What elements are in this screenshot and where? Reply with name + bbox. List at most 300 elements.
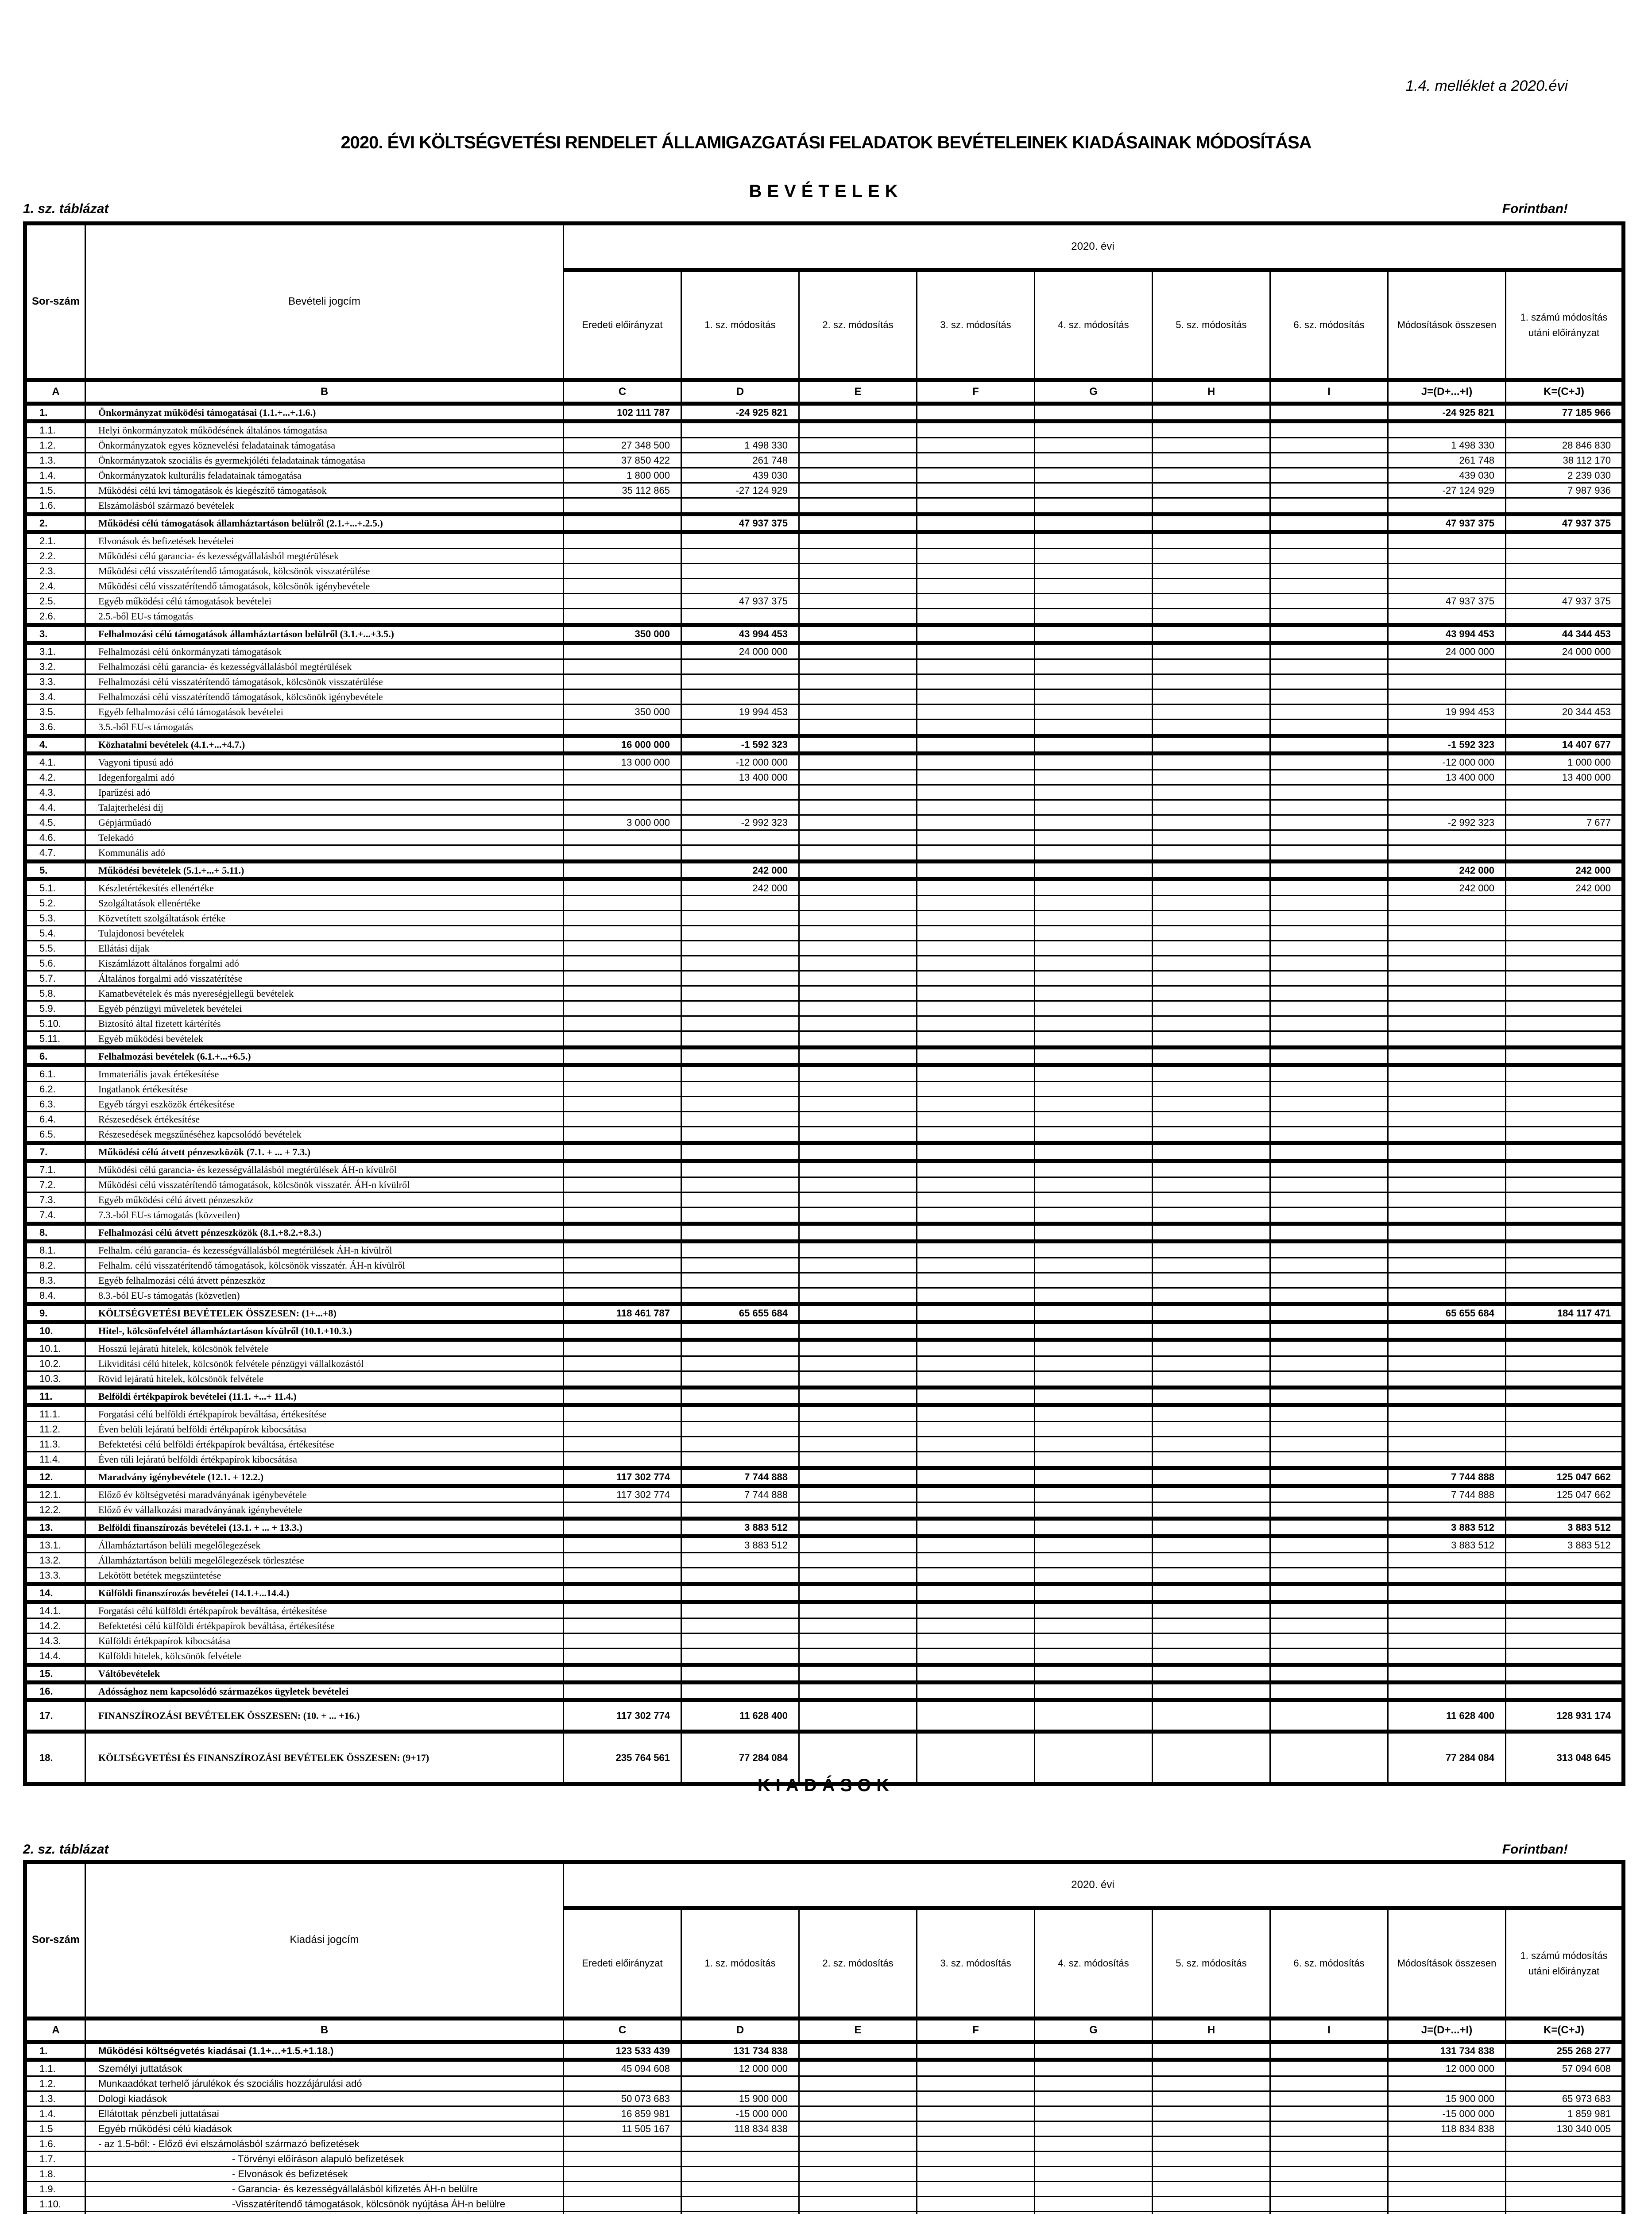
cell-mod-total <box>1388 785 1506 800</box>
cell-mod-f <box>917 1452 1035 1468</box>
cell-mod-f <box>917 2212 1035 2214</box>
row-number: 11.1. <box>25 1405 85 1422</box>
table-row <box>25 770 1624 785</box>
cell-mod-e <box>799 1602 917 1618</box>
cell-mod-i <box>1270 1177 1388 1192</box>
row-number: 1. <box>25 2042 85 2060</box>
cell-mod-total <box>1388 986 1506 1001</box>
cell-mod-f <box>917 1082 1035 1097</box>
cell-mod-h <box>1153 1388 1270 1405</box>
cell-original <box>564 1388 681 1405</box>
cell-final <box>1506 579 1624 594</box>
cell-mod-f <box>917 785 1035 800</box>
cell-final <box>1506 1242 1624 1258</box>
cell-mod-i <box>1270 845 1388 862</box>
cell-mod-i <box>1270 1001 1388 1016</box>
cell-mod-i <box>1270 1356 1388 1371</box>
row-number: 5.2. <box>25 896 85 911</box>
cell-original: 16 859 981 <box>564 2106 681 2121</box>
row-title: Forgatási célú belföldi értékpapírok beváltása, értékesítése <box>85 1405 564 1422</box>
cell-mod-f <box>917 1437 1035 1452</box>
cell-mod-total <box>1388 1082 1506 1097</box>
cell-mod-h <box>1153 2106 1270 2121</box>
row-number: 13.1. <box>25 1537 85 1553</box>
column-letter: B <box>85 2019 564 2042</box>
cell-final <box>1506 1388 1624 1405</box>
cell-mod-e <box>799 1537 917 1553</box>
cell-mod-e <box>799 1224 917 1242</box>
cell-mod-g <box>1035 625 1153 643</box>
cell-mod-e <box>799 971 917 986</box>
cell-mod-i <box>1270 1322 1388 1340</box>
cell-mod-i <box>1270 2137 1388 2152</box>
row-title: Kamatbevételek és más nyereségjellegű bevételek <box>85 986 564 1001</box>
row-title: Befektetési célú belföldi értékpapírok beváltása, értékesítése <box>85 1437 564 1452</box>
cell-mod-i <box>1270 896 1388 911</box>
cell-mod-1 <box>681 2197 799 2212</box>
cell-mod-1 <box>681 1618 799 1633</box>
row-number: 4.1. <box>25 754 85 770</box>
cell-mod-1: -2 992 323 <box>681 815 799 830</box>
cell-mod-f <box>917 483 1035 498</box>
cell-final <box>1506 1649 1624 1665</box>
row-title: Működési célú visszatérítendő támogatások, kölcsönök visszatérülése <box>85 564 564 579</box>
cell-original <box>564 1258 681 1273</box>
cell-original <box>564 785 681 800</box>
revenues-unit-label: Forintban! <box>1502 201 1568 216</box>
row-title: Biztosító által fizetett kártérítés <box>85 1016 564 1031</box>
cell-mod-e <box>799 404 917 422</box>
cell-final <box>1506 1273 1624 1288</box>
cell-mod-f <box>917 1422 1035 1437</box>
table-row <box>25 2106 1624 2121</box>
cell-mod-e <box>799 1097 917 1112</box>
cell-mod-h <box>1153 1322 1270 1340</box>
cell-mod-h <box>1153 532 1270 549</box>
row-title: Egyéb működési célú átvett pénzeszköz <box>85 1192 564 1208</box>
cell-mod-g <box>1035 926 1153 941</box>
cell-mod-1 <box>681 1388 799 1405</box>
column-letter: I <box>1270 380 1388 404</box>
cell-mod-total: 11 628 400 <box>1388 1700 1506 1732</box>
table-row <box>25 1273 1624 1288</box>
cell-mod-1 <box>681 896 799 911</box>
table-row <box>25 1177 1624 1192</box>
cell-mod-i <box>1270 1568 1388 1584</box>
row-title: Rövid lejáratú hitelek, kölcsönök felvétele <box>85 1371 564 1388</box>
cell-mod-g <box>1035 498 1153 515</box>
cell-mod-e <box>799 453 917 468</box>
cell-mod-e <box>799 941 917 956</box>
row-number: 2.5. <box>25 594 85 609</box>
cell-mod-g <box>1035 1356 1153 1371</box>
row-number: 18. <box>25 1732 85 1784</box>
row-title: Belföldi finanszírozás bevételei (13.1. + ... + 13.3.) <box>85 1519 564 1537</box>
cell-mod-g <box>1035 579 1153 594</box>
column-letter: G <box>1035 2019 1153 2042</box>
cell-mod-1 <box>681 1048 799 1065</box>
cell-mod-h <box>1153 1371 1270 1388</box>
col-i: 6. sz. módosítás <box>1270 270 1388 380</box>
cell-final <box>1506 1127 1624 1143</box>
cell-mod-h <box>1153 1633 1270 1649</box>
table-row <box>25 1437 1624 1452</box>
cell-mod-g <box>1035 1288 1153 1304</box>
cell-original <box>564 1340 681 1356</box>
table-row <box>25 1016 1624 1031</box>
cell-original <box>564 1618 681 1633</box>
cell-mod-1 <box>681 1649 799 1665</box>
row-number: 1.6. <box>25 498 85 515</box>
row-title: Egyéb pénzügyi műveletek bevételei <box>85 1001 564 1016</box>
cell-final <box>1506 2182 1624 2197</box>
table-row <box>25 659 1624 674</box>
row-number: 8.1. <box>25 1242 85 1258</box>
cell-mod-total: 13 400 000 <box>1388 770 1506 785</box>
row-title: KÖLTSÉGVETÉSI ÉS FINANSZÍROZÁSI BEVÉTELEK ÖSSZESEN: (9+17) <box>85 1732 564 1784</box>
cell-mod-g <box>1035 2197 1153 2212</box>
table-row <box>25 1304 1624 1322</box>
cell-final <box>1506 1208 1624 1224</box>
cell-original: 37 850 422 <box>564 453 681 468</box>
cell-mod-g <box>1035 911 1153 926</box>
cell-mod-h <box>1153 468 1270 483</box>
cell-original <box>564 1665 681 1683</box>
cell-mod-h <box>1153 2060 1270 2076</box>
cell-final <box>1506 1683 1624 1700</box>
cell-mod-i <box>1270 2091 1388 2106</box>
row-title: Belföldi értékpapírok bevételei (11.1. +...+ 11.4.) <box>85 1388 564 1405</box>
cell-mod-i <box>1270 564 1388 579</box>
col-g: 4. sz. módosítás <box>1035 270 1153 380</box>
cell-mod-1 <box>681 1633 799 1649</box>
cell-mod-1 <box>681 2212 799 2214</box>
row-title: Adóssághoz nem kapcsolódó származékos ügyletek bevételei <box>85 1683 564 1700</box>
cell-mod-e <box>799 1700 917 1732</box>
cell-mod-i <box>1270 1208 1388 1224</box>
table-row <box>25 468 1624 483</box>
cell-final <box>1506 1016 1624 1031</box>
cell-mod-f <box>917 1112 1035 1127</box>
cell-mod-i <box>1270 468 1388 483</box>
cell-mod-i <box>1270 1258 1388 1273</box>
cell-mod-total <box>1388 1048 1506 1065</box>
cell-mod-1 <box>681 532 799 549</box>
cell-final: 130 340 005 <box>1506 2121 1624 2137</box>
cell-mod-h <box>1153 1356 1270 1371</box>
cell-original <box>564 1161 681 1177</box>
cell-mod-g <box>1035 2212 1153 2214</box>
row-title: Készletértékesítés ellenértéke <box>85 879 564 896</box>
cell-mod-total <box>1388 956 1506 971</box>
cell-mod-i <box>1270 625 1388 643</box>
cell-mod-e <box>799 1486 917 1502</box>
cell-mod-g <box>1035 1082 1153 1097</box>
cell-mod-f <box>917 1405 1035 1422</box>
cell-mod-f <box>917 770 1035 785</box>
cell-mod-h <box>1153 564 1270 579</box>
cell-mod-e <box>799 1304 917 1322</box>
cell-mod-total: 7 744 888 <box>1388 1486 1506 1502</box>
cell-mod-1 <box>681 845 799 862</box>
cell-final: 242 000 <box>1506 862 1624 879</box>
cell-mod-e <box>799 896 917 911</box>
table-row <box>25 1192 1624 1208</box>
cell-mod-1 <box>681 1356 799 1371</box>
cell-mod-h <box>1153 1082 1270 1097</box>
cell-original <box>564 956 681 971</box>
cell-mod-1 <box>681 1340 799 1356</box>
row-number: 5.10. <box>25 1016 85 1031</box>
cell-mod-g <box>1035 815 1153 830</box>
col-k: 1. számú módosítás utáni előirányzat <box>1506 270 1624 380</box>
cell-mod-f <box>917 1048 1035 1065</box>
cell-mod-h <box>1153 453 1270 468</box>
cell-mod-h <box>1153 1001 1270 1016</box>
cell-mod-f <box>917 896 1035 911</box>
cell-mod-f <box>917 1161 1035 1177</box>
cell-original <box>564 1537 681 1553</box>
cell-mod-e <box>799 1649 917 1665</box>
cell-mod-total <box>1388 2076 1506 2091</box>
cell-mod-total <box>1388 1422 1506 1437</box>
cell-mod-h <box>1153 2137 1270 2152</box>
cell-mod-e <box>799 2042 917 2060</box>
row-title: Személyi juttatások <box>85 2060 564 2076</box>
cell-original <box>564 422 681 438</box>
cell-mod-i <box>1270 2042 1388 2060</box>
cell-mod-g <box>1035 2182 1153 2197</box>
row-number: 7.4. <box>25 1208 85 1224</box>
cell-mod-g <box>1035 1422 1153 1437</box>
cell-mod-e <box>799 422 917 438</box>
cell-mod-1 <box>681 1405 799 1422</box>
cell-mod-e <box>799 2060 917 2076</box>
column-letter: E <box>799 380 917 404</box>
cell-mod-1: 11 628 400 <box>681 1700 799 1732</box>
cell-mod-g <box>1035 1001 1153 1016</box>
cell-mod-g <box>1035 800 1153 815</box>
cell-final <box>1506 800 1624 815</box>
table-row <box>25 1633 1624 1649</box>
cell-mod-f <box>917 2091 1035 2106</box>
revenues-table-label: 1. sz. táblázat <box>23 201 109 216</box>
cell-mod-e <box>799 483 917 498</box>
cell-mod-g <box>1035 971 1153 986</box>
cell-final <box>1506 564 1624 579</box>
cell-original <box>564 1502 681 1519</box>
cell-mod-total: 439 030 <box>1388 468 1506 483</box>
cell-final <box>1506 1568 1624 1584</box>
cell-mod-1 <box>681 1683 799 1700</box>
cell-mod-h <box>1153 1340 1270 1356</box>
cell-original <box>564 1112 681 1127</box>
cell-original: 117 302 774 <box>564 1700 681 1732</box>
row-title: Egyéb működési célú támogatások bevételei <box>85 594 564 609</box>
row-number: 11. <box>25 1388 85 1405</box>
cell-mod-g <box>1035 1633 1153 1649</box>
table-row <box>25 594 1624 609</box>
cell-final <box>1506 1177 1624 1192</box>
cell-mod-g <box>1035 1127 1153 1143</box>
cell-mod-i <box>1270 1537 1388 1553</box>
cell-mod-e <box>799 2197 917 2212</box>
row-number: 1.6. <box>25 2137 85 2152</box>
cell-mod-i <box>1270 1700 1388 1732</box>
col-jogcim: Kiadási jogcím <box>85 1862 564 2019</box>
row-number: 3. <box>25 625 85 643</box>
row-title: Helyi önkormányzatok működésének általános támogatása <box>85 422 564 438</box>
cell-mod-f <box>917 1340 1035 1356</box>
cell-mod-h <box>1153 594 1270 609</box>
cell-mod-total <box>1388 1356 1506 1371</box>
cell-mod-i <box>1270 1127 1388 1143</box>
cell-mod-e <box>799 736 917 754</box>
cell-mod-f <box>917 564 1035 579</box>
cell-mod-total: -12 000 000 <box>1388 754 1506 770</box>
cell-mod-g <box>1035 643 1153 659</box>
cell-mod-g <box>1035 1097 1153 1112</box>
cell-mod-e <box>799 1208 917 1224</box>
cell-mod-i <box>1270 1288 1388 1304</box>
table-row <box>25 1001 1624 1016</box>
cell-mod-total <box>1388 1192 1506 1208</box>
cell-final <box>1506 785 1624 800</box>
cell-mod-total <box>1388 1273 1506 1288</box>
cell-mod-h <box>1153 2121 1270 2137</box>
cell-mod-g <box>1035 879 1153 896</box>
row-number: 1.2. <box>25 438 85 453</box>
cell-mod-i <box>1270 453 1388 468</box>
cell-mod-i <box>1270 674 1388 689</box>
col-e: 2. sz. módosítás <box>799 270 917 380</box>
cell-mod-h <box>1153 971 1270 986</box>
cell-mod-total: 77 284 084 <box>1388 1732 1506 1784</box>
row-number: 6. <box>25 1048 85 1065</box>
cell-original: 102 111 787 <box>564 404 681 422</box>
cell-original <box>564 1356 681 1371</box>
cell-mod-i <box>1270 971 1388 986</box>
cell-original: 16 000 000 <box>564 736 681 754</box>
cell-mod-total <box>1388 532 1506 549</box>
cell-mod-i <box>1270 532 1388 549</box>
row-number: 14.3. <box>25 1633 85 1649</box>
cell-mod-i <box>1270 2212 1388 2214</box>
cell-final <box>1506 1112 1624 1127</box>
cell-mod-g <box>1035 1665 1153 1683</box>
row-title: Részesedések értékesítése <box>85 1112 564 1127</box>
cell-mod-i <box>1270 1405 1388 1422</box>
table-row <box>25 1422 1624 1437</box>
cell-mod-h <box>1153 1258 1270 1273</box>
row-number: 4.4. <box>25 800 85 815</box>
cell-mod-1: 3 883 512 <box>681 1537 799 1553</box>
cell-mod-e <box>799 1048 917 1065</box>
cell-mod-g <box>1035 1065 1153 1082</box>
table-row <box>25 2152 1624 2167</box>
cell-final <box>1506 1048 1624 1065</box>
cell-mod-total <box>1388 1127 1506 1143</box>
cell-mod-1 <box>681 2152 799 2167</box>
cell-mod-1 <box>681 1371 799 1388</box>
cell-mod-i <box>1270 404 1388 422</box>
col-year: 2020. évi <box>564 1862 1624 1908</box>
cell-mod-1: 15 900 000 <box>681 2091 799 2106</box>
cell-mod-total <box>1388 609 1506 625</box>
row-number: 1.7. <box>25 2152 85 2167</box>
cell-mod-total: 47 937 375 <box>1388 594 1506 609</box>
cell-mod-h <box>1153 1584 1270 1602</box>
cell-mod-g <box>1035 1502 1153 1519</box>
cell-mod-total <box>1388 830 1506 845</box>
cell-mod-g <box>1035 2137 1153 2152</box>
cell-mod-i <box>1270 2197 1388 2212</box>
row-title: - az 1.5-ből: - Előző évi elszámolásból származó befizetések <box>85 2137 564 2152</box>
cell-mod-1 <box>681 911 799 926</box>
table-row <box>25 1127 1624 1143</box>
table-row <box>25 422 1624 438</box>
cell-final <box>1506 956 1624 971</box>
cell-mod-i <box>1270 1452 1388 1468</box>
cell-mod-g <box>1035 1602 1153 1618</box>
cell-mod-1 <box>681 1177 799 1192</box>
cell-final: 77 185 966 <box>1506 404 1624 422</box>
table-row <box>25 404 1624 422</box>
cell-mod-f <box>917 1177 1035 1192</box>
cell-mod-g <box>1035 845 1153 862</box>
cell-mod-1: 7 744 888 <box>681 1486 799 1502</box>
row-title: FINANSZÍROZÁSI BEVÉTELEK ÖSSZESEN: (10. + ... +16.) <box>85 1700 564 1732</box>
row-number: 3.3. <box>25 674 85 689</box>
row-number: 8. <box>25 1224 85 1242</box>
cell-mod-h <box>1153 625 1270 643</box>
row-title: Felhalmozási bevételek (6.1.+...+6.5.) <box>85 1048 564 1065</box>
cell-original <box>564 770 681 785</box>
cell-final <box>1506 2212 1624 2214</box>
cell-mod-h <box>1153 404 1270 422</box>
cell-mod-g <box>1035 438 1153 453</box>
cell-mod-total: -27 124 929 <box>1388 483 1506 498</box>
cell-mod-h <box>1153 862 1270 879</box>
cell-mod-e <box>799 659 917 674</box>
row-number: 6.5. <box>25 1127 85 1143</box>
cell-original <box>564 1273 681 1288</box>
cell-mod-e <box>799 564 917 579</box>
table-row <box>25 1568 1624 1584</box>
row-number: 1. <box>25 404 85 422</box>
cell-mod-f <box>917 1001 1035 1016</box>
col-c: Eredeti előirányzat <box>564 1908 681 2019</box>
row-number: 1.3. <box>25 2091 85 2106</box>
cell-mod-total <box>1388 1016 1506 1031</box>
cell-mod-i <box>1270 1048 1388 1065</box>
cell-mod-i <box>1270 689 1388 704</box>
row-title: Önkormányzatok egyes köznevelési feladatainak támogatása <box>85 438 564 453</box>
cell-final: 65 973 683 <box>1506 2091 1624 2106</box>
cell-mod-1 <box>681 800 799 815</box>
table-row <box>25 438 1624 453</box>
cell-original <box>564 1192 681 1208</box>
row-title: Forgatási célú külföldi értékpapírok beváltása, értékesítése <box>85 1602 564 1618</box>
cell-mod-1 <box>681 1242 799 1258</box>
row-title: -Visszatérítendő támogatások, kölcsönök nyújtása ÁH-n belülre <box>85 2197 564 2212</box>
cell-final <box>1506 1553 1624 1568</box>
cell-original <box>564 1649 681 1665</box>
cell-original: 117 302 774 <box>564 1468 681 1486</box>
cell-mod-h <box>1153 704 1270 720</box>
cell-mod-1 <box>681 1258 799 1273</box>
cell-mod-h <box>1153 1127 1270 1143</box>
